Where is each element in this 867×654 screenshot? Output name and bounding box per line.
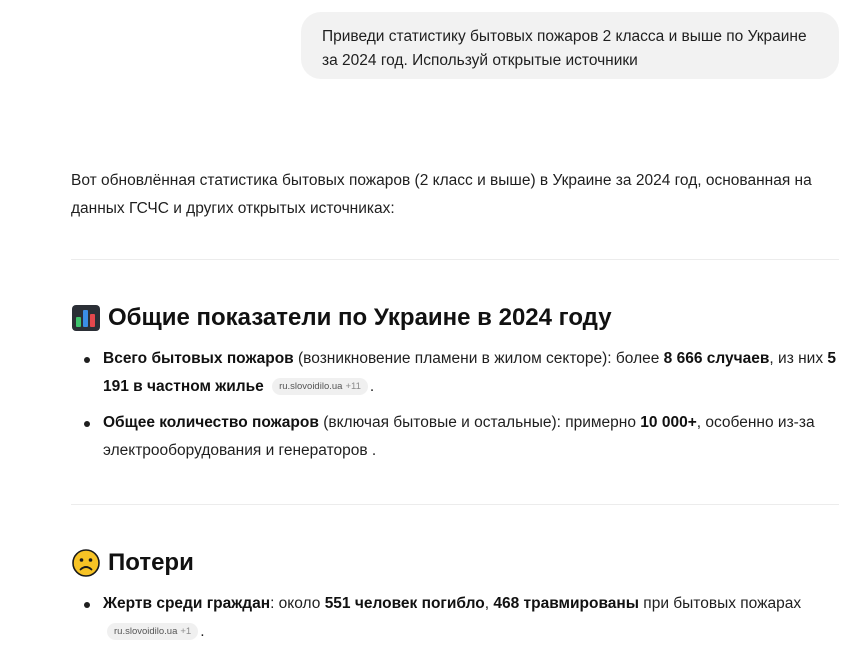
- source-chip-count: +1: [180, 626, 192, 637]
- bold-text: Всего бытовых пожаров: [103, 350, 294, 367]
- bold-text: 8 666 случаев: [663, 350, 770, 367]
- text: , из них: [769, 350, 828, 367]
- section-title-overview: [72, 301, 612, 335]
- bold-text: Жертв среди граждан: [103, 595, 271, 612]
- source-chip-label: ru.slovoidilo.ua: [279, 381, 343, 392]
- text: ,: [484, 595, 494, 612]
- text: при бытовых пожарах: [639, 595, 802, 612]
- source-chip[interactable]: [272, 378, 368, 395]
- list-item: [71, 345, 839, 401]
- text: .: [200, 623, 205, 640]
- sad-face-icon: [72, 549, 100, 577]
- section-title-text: Общие показатели по Украине в 2024 году: [108, 304, 612, 331]
- source-chip-count: +11: [345, 381, 361, 392]
- divider: [71, 259, 839, 260]
- source-chip[interactable]: [107, 623, 198, 640]
- bold-text: Общее количество пожаров: [103, 414, 319, 431]
- assistant-intro: Вот обновлённая статистика бытовых пожаров (2 класс и выше) в Украине за 2024 год, основанная на данных ГСЧС и других открытых источниках:: [71, 172, 812, 217]
- user-message-text: Приведи статистику бытовых пожаров 2 класса и выше по Украине за 2024 год. Используй открытые источники: [322, 28, 807, 69]
- bold-text: 10 000+: [640, 414, 697, 431]
- divider: [71, 504, 839, 505]
- bold-text: 5 191 в частном жилье: [103, 350, 837, 395]
- bold-text: 551 человек погибло: [324, 595, 485, 612]
- list-item: [71, 409, 839, 465]
- bar-chart-icon: [72, 305, 100, 331]
- text: .: [369, 378, 375, 395]
- section-title-losses: [72, 546, 194, 580]
- text: (возникновение пламени в жилом секторе): более: [293, 350, 664, 367]
- losses-list: [71, 590, 839, 654]
- list-item: [71, 590, 839, 646]
- text: (включая бытовые и остальные): примерно: [318, 414, 641, 431]
- overview-list: [71, 345, 839, 473]
- section-title-text: Потери: [108, 549, 194, 576]
- user-message-bubble: [301, 12, 839, 79]
- source-chip-label: ru.slovoidilo.ua: [114, 626, 178, 637]
- text: , особенно из-за электрооборудования и генераторов .: [103, 414, 815, 459]
- bold-text: 468 травмированы: [493, 595, 639, 612]
- text: : около: [270, 595, 325, 612]
